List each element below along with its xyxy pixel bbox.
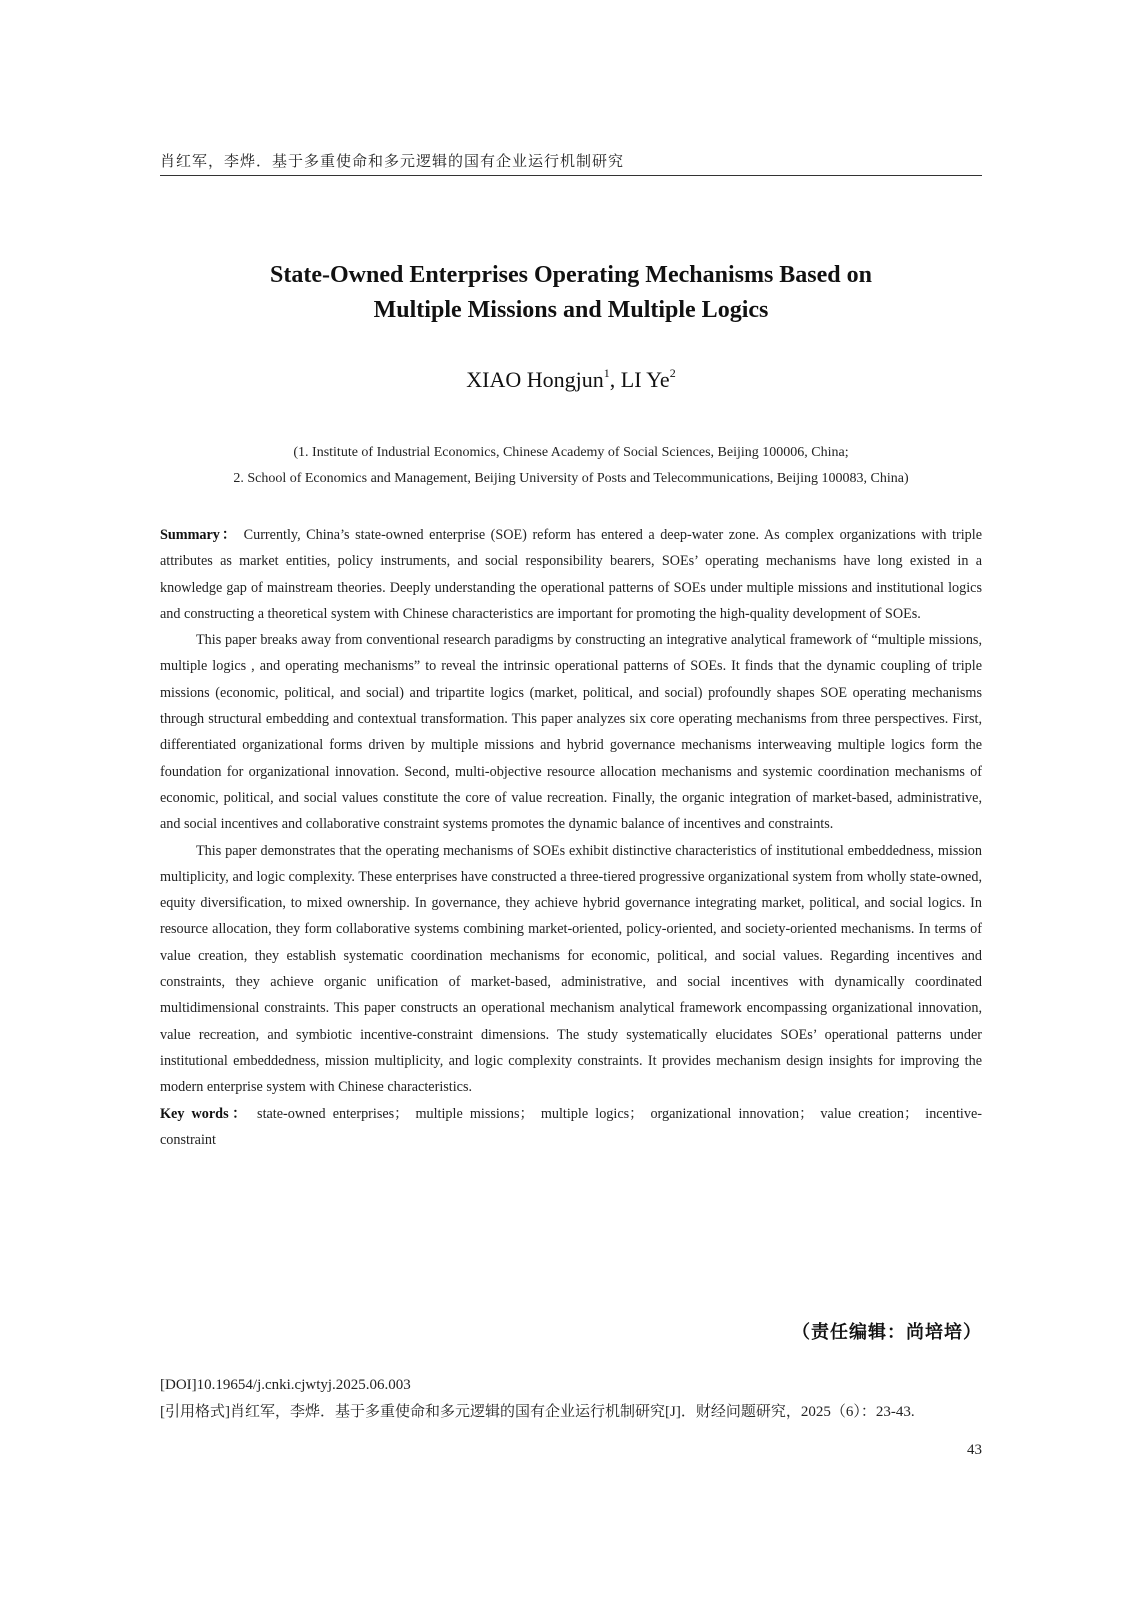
paper-title — [160, 258, 982, 328]
summary-paragraph: This paper breaks away from conventional research paradigms by constructing an integrative analytical framework of “multiple missions, multiple logics , and operating mechanisms” to reveal the intrinsic operational patterns of SOEs. It finds that the dynamic coupling of triple missions (economic, political, and social) and tripartite logics (market, political, and social) profoundly shapes SOE operating mechanisms through structural embedding and contextual transformation. This paper analyzes six core operating mechanisms from three perspectives. First, differentiated organizational forms driven by multiple missions and hybrid governance mechanisms interweaving multiple logics form the foundation for organizational innovation. Second, multi-objective resource allocation mechanisms and systemic coordination mechanisms of economic, political, and social values constitute the core of value recreation. Finally, the organic integration of market-based, administrative, and social incentives and collaborative constraint systems promotes the dynamic balance of incentives and constraints. — [160, 632, 982, 833]
summary-text: Currently, China’s state-owned enterprise (SOE) reform has entered a deep-water zone. As complex organizations with triple attributes as market entities, policy instruments, and social responsibility bearers, SOEs’ operating mechanisms have long existed in a knowledge gap of mainstream theories. Deeply understanding the operational patterns of SOEs under multiple missions and institutional logics and constructing a theoretical system with Chinese characteristics are important for promoting the high-quality development of SOEs. — [160, 527, 982, 622]
page-number: 43 — [967, 1442, 982, 1458]
affiliation-line: (1. Institute of Industrial Economics, Chinese Academy of Social Sciences, Beijing 100006, China; — [293, 445, 849, 460]
title-line-2: Multiple Missions and Multiple Logics — [373, 297, 769, 323]
affiliations — [160, 440, 982, 492]
running-head: 肖红军，李烨．基于多重使命和多元逻辑的国有企业运行机制研究 — [160, 150, 982, 176]
author-name: XIAO Hongjun — [466, 367, 604, 392]
affiliation-marker: 2 — [669, 366, 676, 380]
responsible-editor: （责任编辑：尚培培） — [792, 1322, 982, 1343]
summary-label: Summary： — [160, 527, 239, 543]
summary-paragraph: This paper demonstrates that the operating mechanisms of SOEs exhibit distinctive characteristics of institutional embeddedness, mission multiplicity, and logic complexity. These enterprises have constructed a three-tiered progressive organizational system from wholly state-owned, equity diversification, to mixed ownership. In governance, they achieve hybrid governance integrating market, political, and social logics. In resource allocation, they form collaborative systems combining market-oriented, policy-oriented, and society-oriented mechanisms. In terms of value creation, they establish systematic coordination mechanisms for economic, political, and social values. Regarding incentives and constraints, they achieve organic unification of market-based, administrative, and social incentives with dynamically coordinated multidimensional constraints. This paper constructs an operational mechanism analytical framework encompassing organizational innovation, value recreation, and symbiotic incentive-constraint dimensions. The study systematically elucidates SOEs’ operational patterns under institutional embeddedness, mission multiplicity, and logic complexity constraints. It provides mechanism design insights for improving the modern enterprise system with Chinese characteristics. — [160, 842, 982, 1096]
author-separator: , — [609, 367, 621, 392]
title-line-1: State-Owned Enterprises Operating Mechanisms Based on — [270, 262, 872, 288]
keywords-label: Key words： — [160, 1105, 250, 1122]
affiliation-line: 2. School of Economics and Management, Beijing University of Posts and Telecommunications, Beijing 100083, China) — [233, 471, 909, 486]
doi-line: [DOI]10.19654/j.cnki.cjwtyj.2025.06.003 — [160, 1377, 411, 1393]
author-list — [160, 366, 982, 393]
abstract-section — [160, 522, 982, 1153]
doi-block — [160, 1372, 982, 1426]
summary-paragraph — [160, 522, 982, 627]
citation-line: [引用格式]肖红军，李烨．基于多重使命和多元逻辑的国有企业运行机制研究[J]．财经问题研究，2025（6）：23-43. — [160, 1404, 915, 1420]
keywords-paragraph — [160, 1101, 982, 1154]
keywords-text: state-owned enterprises； multiple missions； multiple logics； organizational innovation； value creation； incentive-constraint — [160, 1105, 982, 1148]
author-name: LI Ye — [620, 367, 670, 392]
affiliation-marker: 1 — [603, 366, 610, 380]
